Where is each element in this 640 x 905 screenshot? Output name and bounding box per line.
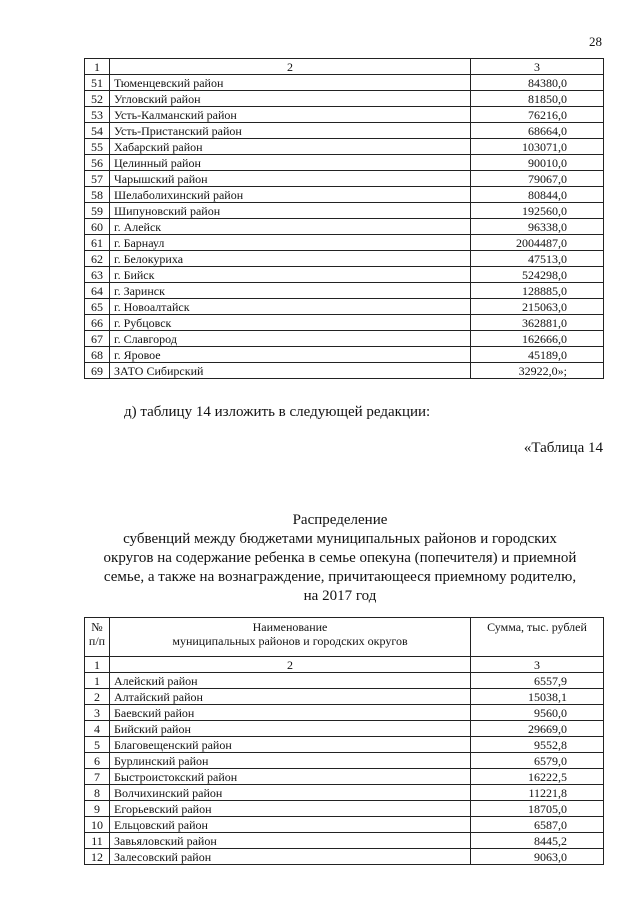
row-value: 6579,0: [471, 753, 604, 769]
index-cell: 2: [110, 59, 471, 75]
row-name: г. Славгород: [110, 331, 471, 347]
row-value: 18705,0: [471, 801, 604, 817]
heading-line: на 2017 год: [303, 588, 377, 604]
heading-line: Распределение: [292, 512, 388, 528]
column-header-name: [110, 618, 471, 657]
row-value: 9560,0: [471, 705, 604, 721]
table-heading: [70, 511, 610, 606]
table-row: [85, 673, 604, 689]
row-number: 8: [85, 785, 110, 801]
table-row: [85, 123, 604, 139]
header-text: п/п: [88, 634, 106, 648]
table-row: [85, 219, 604, 235]
row-name: Усть-Калманский район: [110, 107, 471, 123]
table-row: [85, 139, 604, 155]
row-value: 362881,0: [471, 315, 604, 331]
row-name: г. Белокуриха: [110, 251, 471, 267]
row-value: 81850,0: [471, 91, 604, 107]
index-cell: 3: [471, 657, 604, 673]
column-header-number: [85, 618, 110, 657]
page-number: 28: [589, 34, 602, 49]
table-row: [85, 769, 604, 785]
row-value: 29669,0: [471, 721, 604, 737]
table-index-row: [85, 657, 604, 673]
table-row: [85, 721, 604, 737]
table-row: [85, 91, 604, 107]
row-value: 84380,0: [471, 75, 604, 91]
table-label: «Таблица 14: [523, 440, 603, 456]
row-number: 60: [85, 219, 110, 235]
index-cell: 1: [85, 657, 110, 673]
row-number: 2: [85, 689, 110, 705]
row-value: 11221,8: [471, 785, 604, 801]
row-value: 96338,0: [471, 219, 604, 235]
row-number: 1: [85, 673, 110, 689]
amendment-instruction: д) таблицу 14 изложить в следующей редакции:: [124, 404, 431, 420]
row-name: Шипуновский район: [110, 203, 471, 219]
row-number: 9: [85, 801, 110, 817]
header-text: №: [91, 620, 103, 634]
row-number: 59: [85, 203, 110, 219]
row-number: 3: [85, 705, 110, 721]
table-continuation: [84, 58, 604, 379]
table-row: [85, 235, 604, 251]
row-value: 103071,0: [471, 139, 604, 155]
row-number: 63: [85, 267, 110, 283]
table-row: [85, 849, 604, 865]
row-name: Благовещенский район: [110, 737, 471, 753]
row-name: Целинный район: [110, 155, 471, 171]
row-value: 6557,9: [471, 673, 604, 689]
row-number: 56: [85, 155, 110, 171]
table-row: [85, 705, 604, 721]
header-text: муниципальных районов и городских округов: [172, 634, 408, 648]
row-name: г. Заринск: [110, 283, 471, 299]
row-name: г. Яровое: [110, 347, 471, 363]
row-value: 15038,1: [471, 689, 604, 705]
row-value: 80844,0: [471, 187, 604, 203]
row-value: 6587,0: [471, 817, 604, 833]
row-name: Хабарский район: [110, 139, 471, 155]
table-row: [85, 267, 604, 283]
row-name: Тюменцевский район: [110, 75, 471, 91]
table-row: [85, 155, 604, 171]
row-number: 66: [85, 315, 110, 331]
row-name: Баевский район: [110, 705, 471, 721]
row-name: г. Алейск: [110, 219, 471, 235]
row-name: Бийский район: [110, 721, 471, 737]
table-row: [85, 107, 604, 123]
row-number: 57: [85, 171, 110, 187]
table-row: [85, 833, 604, 849]
row-number: 11: [85, 833, 110, 849]
row-number: 10: [85, 817, 110, 833]
index-cell: 2: [110, 657, 471, 673]
row-value: 8445,2: [471, 833, 604, 849]
row-name: Чарышский район: [110, 171, 471, 187]
row-name: г. Рубцовск: [110, 315, 471, 331]
table-row: [85, 753, 604, 769]
index-cell: 1: [85, 59, 110, 75]
row-value: 524298,0: [471, 267, 604, 283]
row-number: 58: [85, 187, 110, 203]
row-value: 128885,0: [471, 283, 604, 299]
table-row: [85, 817, 604, 833]
row-number: 61: [85, 235, 110, 251]
table-row: [85, 251, 604, 267]
row-name: Волчихинский район: [110, 785, 471, 801]
row-value: 68664,0: [471, 123, 604, 139]
row-value: 45189,0: [471, 347, 604, 363]
row-name: Усть-Пристанский район: [110, 123, 471, 139]
row-number: 53: [85, 107, 110, 123]
table-row: [85, 315, 604, 331]
row-value: 162666,0: [471, 331, 604, 347]
row-name: Завьяловский район: [110, 833, 471, 849]
row-number: 12: [85, 849, 110, 865]
table-14: [84, 617, 604, 865]
row-number: 67: [85, 331, 110, 347]
table-row: [85, 283, 604, 299]
table-row: [85, 689, 604, 705]
row-value: 47513,0: [471, 251, 604, 267]
row-number: 51: [85, 75, 110, 91]
row-name: Егорьевский район: [110, 801, 471, 817]
heading-line: семье, а также на вознаграждение, причитающееся приемному родителю,: [103, 569, 577, 585]
row-value: 32922,0»;: [471, 363, 604, 379]
table-row: [85, 203, 604, 219]
column-header-sum: Сумма, тыс. рублей: [471, 618, 604, 657]
row-number: 54: [85, 123, 110, 139]
row-number: 68: [85, 347, 110, 363]
row-number: 55: [85, 139, 110, 155]
column-header-row: [85, 618, 604, 657]
row-value: 90010,0: [471, 155, 604, 171]
row-value: 79067,0: [471, 171, 604, 187]
row-value: 9552,8: [471, 737, 604, 753]
row-value: 16222,5: [471, 769, 604, 785]
table-index-row: [85, 59, 604, 75]
row-number: 65: [85, 299, 110, 315]
table-row: [85, 331, 604, 347]
row-number: 4: [85, 721, 110, 737]
table-row: [85, 75, 604, 91]
row-name: г. Барнаул: [110, 235, 471, 251]
row-name: Залесовский район: [110, 849, 471, 865]
row-number: 69: [85, 363, 110, 379]
row-name: Шелаболихинский район: [110, 187, 471, 203]
row-name: Ельцовский район: [110, 817, 471, 833]
row-value: 192560,0: [471, 203, 604, 219]
table-row: [85, 801, 604, 817]
table-row: [85, 785, 604, 801]
row-value: 215063,0: [471, 299, 604, 315]
index-cell: 3: [471, 59, 604, 75]
table-row: [85, 737, 604, 753]
row-name: Угловский район: [110, 91, 471, 107]
heading-line: округов на содержание ребенка в семье опекуна (попечителя) и приемной: [103, 550, 577, 566]
row-value: 9063,0: [471, 849, 604, 865]
row-value: 76216,0: [471, 107, 604, 123]
table-row: [85, 299, 604, 315]
table-row: [85, 187, 604, 203]
row-number: 62: [85, 251, 110, 267]
row-number: 64: [85, 283, 110, 299]
heading-line: субвенций между бюджетами муниципальных районов и городских: [123, 531, 557, 547]
row-name: Алейский район: [110, 673, 471, 689]
row-name: г. Бийск: [110, 267, 471, 283]
row-name: Быстроистокский район: [110, 769, 471, 785]
row-number: 7: [85, 769, 110, 785]
table-row: [85, 171, 604, 187]
table-row: [85, 363, 604, 379]
row-number: 6: [85, 753, 110, 769]
row-value: 2004487,0: [471, 235, 604, 251]
header-text: Наименование: [252, 620, 328, 634]
row-name: г. Новоалтайск: [110, 299, 471, 315]
row-name: Бурлинский район: [110, 753, 471, 769]
row-name: ЗАТО Сибирский: [110, 363, 471, 379]
table-row: [85, 347, 604, 363]
row-number: 52: [85, 91, 110, 107]
row-name: Алтайский район: [110, 689, 471, 705]
row-number: 5: [85, 737, 110, 753]
